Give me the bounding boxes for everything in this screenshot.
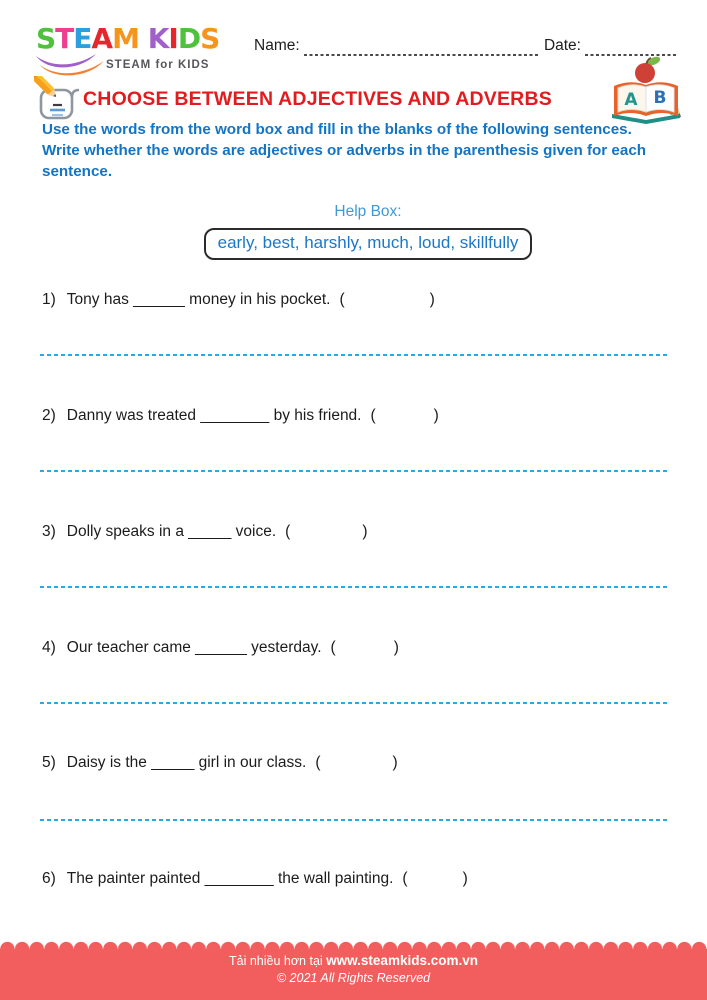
question-6 bbox=[42, 870, 677, 888]
svg-text:A: A bbox=[624, 90, 638, 110]
question-2-answer-parenthesis[interactable]: ( ) bbox=[370, 407, 439, 424]
footer-download-line bbox=[0, 953, 707, 968]
instructions-line-2: Write whether the words are adjectives or adverbs in the parenthesis given for each bbox=[42, 142, 647, 159]
help-box-section bbox=[30, 203, 706, 260]
pencil-paper-icon bbox=[34, 76, 82, 122]
logo-swoosh-icon bbox=[34, 53, 106, 79]
footer-scallop-edge bbox=[0, 941, 707, 949]
logo-wordmark: STEAM KIDS bbox=[36, 22, 220, 55]
question-2 bbox=[42, 407, 677, 425]
separator-line-4 bbox=[40, 702, 667, 704]
footer-copyright: © 2021 All Rights Reserved bbox=[276, 971, 431, 985]
question-1-answer-parenthesis[interactable]: ( ) bbox=[339, 291, 435, 308]
question-3-number: 3) bbox=[42, 523, 56, 540]
question-6-number: 6) bbox=[42, 870, 56, 887]
footer bbox=[0, 941, 707, 1000]
question-5-number: 5) bbox=[42, 754, 56, 771]
question-3-text: Dolly speaks in a _____ voice. bbox=[66, 523, 277, 540]
instructions-line-1: Use the words from the word box and fill in the blanks of the following sentences. bbox=[42, 121, 632, 138]
separator-line-1 bbox=[40, 354, 667, 356]
question-1 bbox=[42, 291, 677, 309]
question-5 bbox=[42, 754, 677, 772]
name-label: Name: bbox=[254, 37, 300, 54]
separator-line-5 bbox=[40, 819, 667, 821]
footer-band bbox=[0, 949, 707, 1000]
page-title: CHOOSE BETWEEN ADJECTIVES AND ADVERBS bbox=[83, 88, 552, 110]
question-1-number: 1) bbox=[42, 291, 56, 308]
help-box-label: Help Box: bbox=[334, 203, 402, 220]
separator-line-3 bbox=[40, 586, 667, 588]
steamkids-logo bbox=[36, 24, 246, 79]
question-5-text: Daisy is the _____ girl in our class. bbox=[66, 754, 307, 771]
footer-more-text: Tải nhiều hơn tại bbox=[229, 954, 323, 968]
question-2-text: Danny was treated ________ by his friend. bbox=[66, 407, 362, 424]
instructions-text bbox=[42, 119, 682, 182]
abc-book-icon bbox=[606, 54, 690, 126]
question-4 bbox=[42, 639, 677, 657]
question-1-text: Tony has ______ money in his pocket. bbox=[66, 291, 331, 308]
question-5-answer-parenthesis[interactable]: ( ) bbox=[315, 754, 398, 771]
question-3 bbox=[42, 523, 677, 541]
name-blank-line[interactable] bbox=[304, 42, 540, 56]
svg-text:B: B bbox=[653, 88, 667, 108]
instructions-line-3: sentence. bbox=[42, 163, 113, 180]
question-6-text: The painter painted ________ the wall painting. bbox=[66, 870, 394, 887]
date-label: Date: bbox=[543, 37, 581, 54]
question-4-text: Our teacher came ______ yesterday. bbox=[66, 639, 322, 656]
separator-line-2 bbox=[40, 470, 667, 472]
question-2-number: 2) bbox=[42, 407, 56, 424]
help-box-words: early, best, harshly, much, loud, skillfully bbox=[204, 228, 533, 260]
question-3-answer-parenthesis[interactable]: ( ) bbox=[285, 523, 368, 540]
question-4-number: 4) bbox=[42, 639, 56, 656]
footer-url: www.steamkids.com.vn bbox=[326, 953, 478, 968]
question-4-answer-parenthesis[interactable]: ( ) bbox=[330, 639, 399, 656]
logo-subtitle: STEAM for KIDS bbox=[106, 58, 210, 71]
question-6-answer-parenthesis[interactable]: ( ) bbox=[402, 870, 468, 887]
